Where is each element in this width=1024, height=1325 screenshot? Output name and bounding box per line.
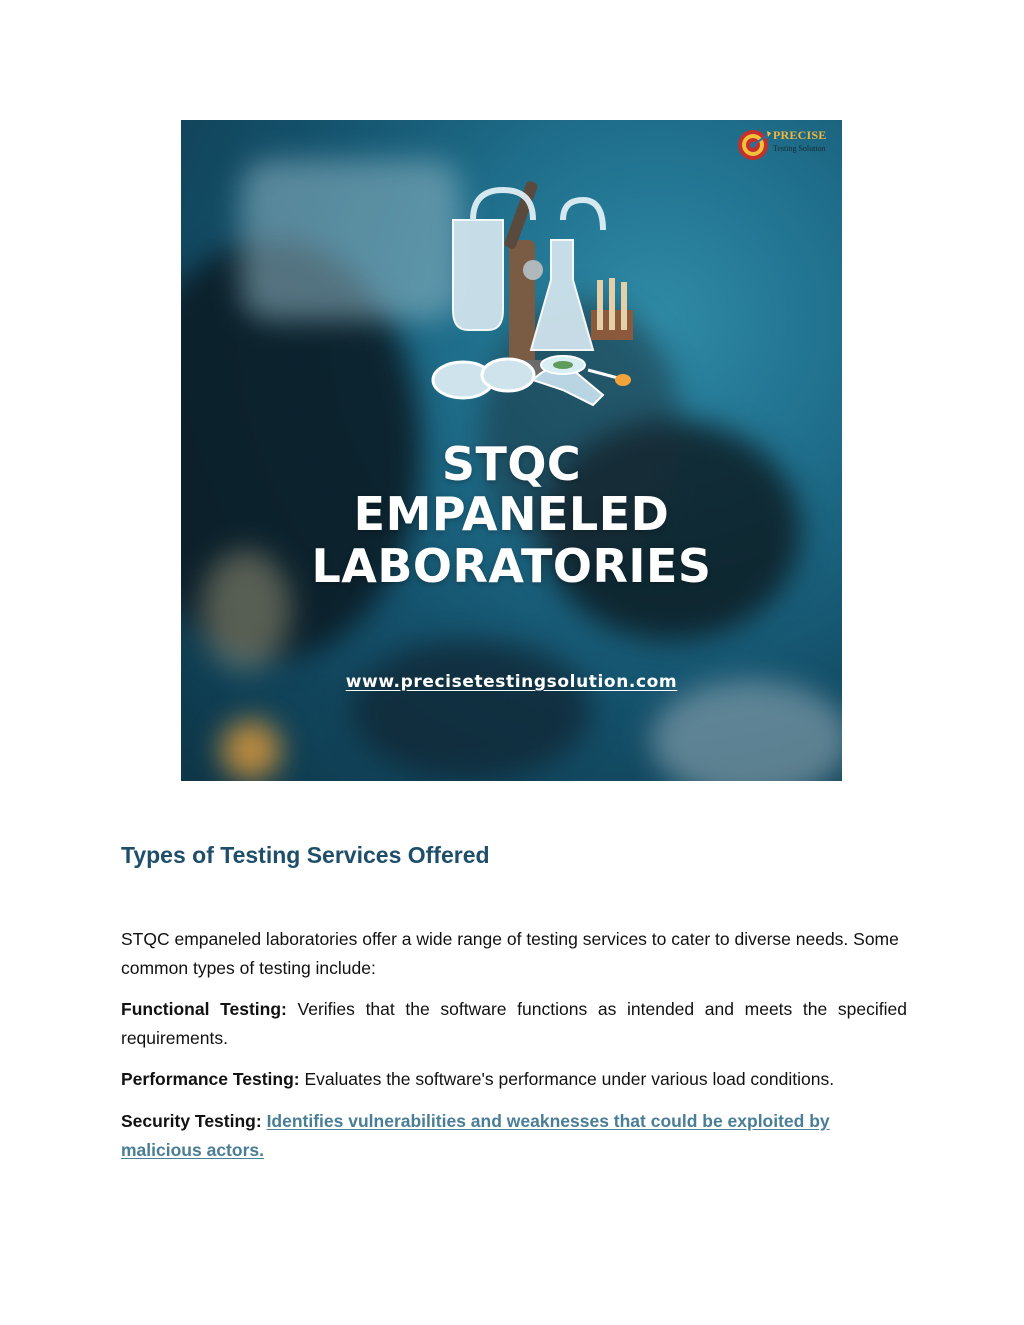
hero-banner-image (181, 120, 842, 781)
hero-title-line-1: STQC (441, 437, 582, 491)
functional-testing-term: Functional Testing: (121, 999, 287, 1019)
target-logo-icon (737, 128, 771, 162)
security-testing-link[interactable]: Identifies vulnerabilities and weaknesses that could be exploited by malicious actors. (121, 1111, 830, 1160)
hero-title-line-3: LABORATORIES (311, 539, 712, 593)
intro-paragraph: STQC empaneled laboratories offer a wide range of testing services to cater to diverse needs. Some common types of testing include: (121, 929, 899, 978)
performance-testing-description: Evaluates the software's performance under various load conditions. (304, 1069, 835, 1089)
functional-testing-item (121, 995, 907, 1053)
security-testing-item (121, 1107, 907, 1165)
performance-testing-term: Performance Testing: (121, 1069, 300, 1089)
hero-title-line-2: EMPANELED (353, 487, 670, 541)
brand-logo (737, 124, 842, 162)
laboratory-equipment-illustration (413, 160, 643, 410)
section-heading: Types of Testing Services Offered (121, 842, 490, 868)
logo-sub-text: Testing Solution (773, 144, 826, 153)
performance-testing-item (121, 1065, 907, 1094)
logo-brand-text: PRECISE (773, 128, 827, 142)
security-testing-term: Security Testing: (121, 1111, 262, 1131)
safety-goggles-icon (433, 359, 534, 398)
hero-website-url: www.precisetestingsolution.com (345, 672, 678, 692)
functional-testing-description: Verifies that the software functions as intended and meets the specified requirements. (121, 999, 907, 1048)
test-tube-rack-icon (591, 278, 633, 340)
